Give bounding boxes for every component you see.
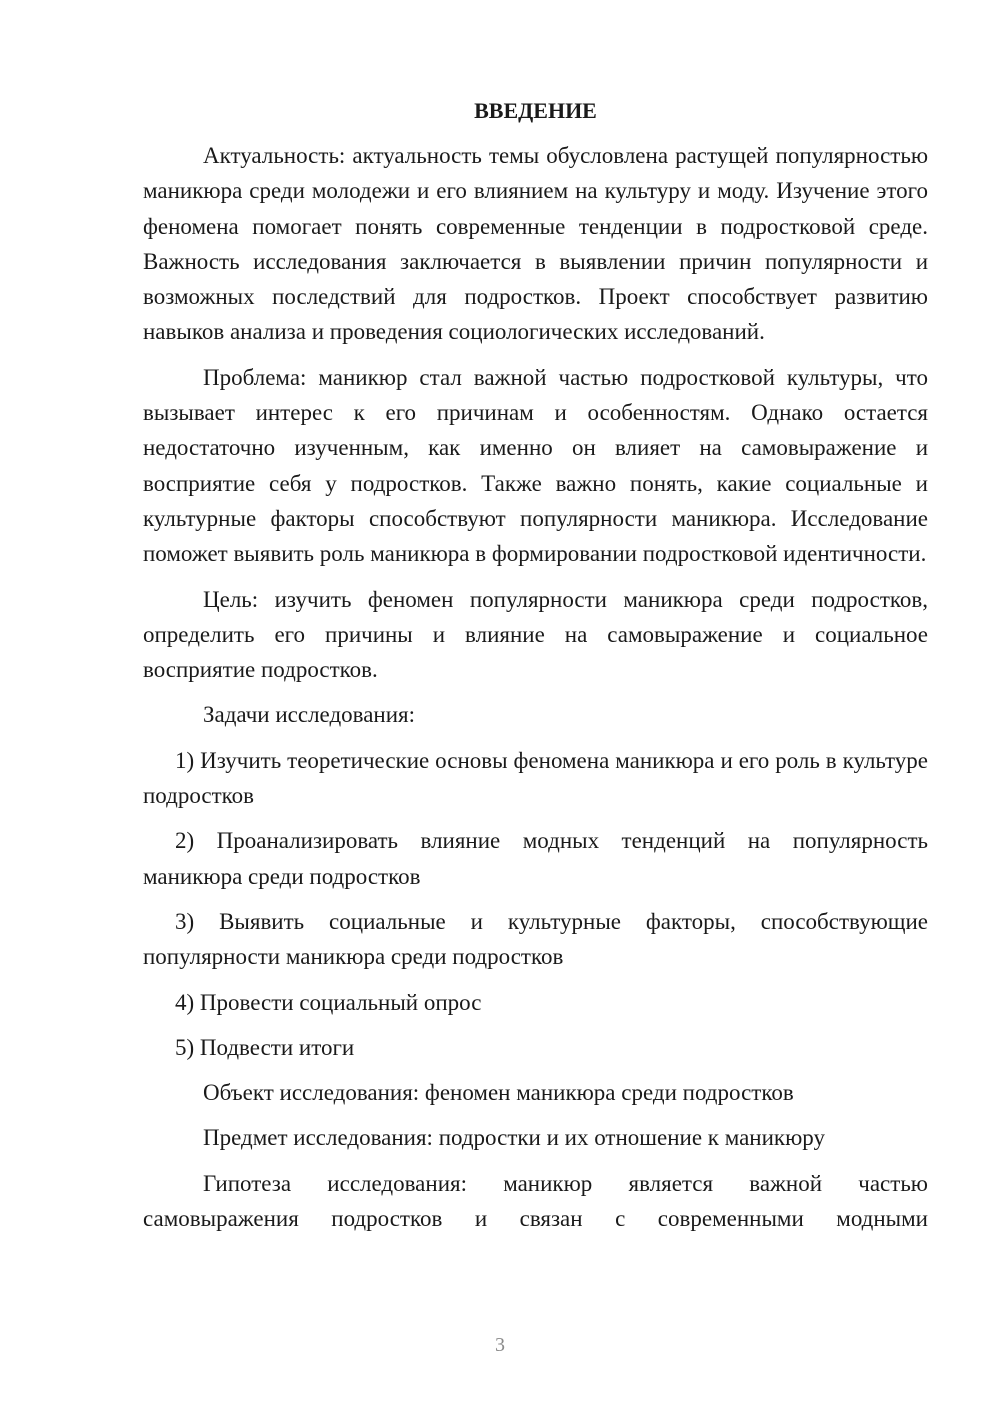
relevance-paragraph: Актуальность: актуальность темы обусловлена растущей популярностью маникюра среди молодежи и его влиянием на культуру и моду. Изучение этого феномена помогает понять современные тенденции в подростковой среде. Важность исследования заключается в выявлении причин популярности и возможных последствий для подростков. Проект способствует развитию навыков анализа и проведения социологических исследований. [143,143,928,345]
tasks-heading: Задачи исследования: [203,702,416,728]
task-item-1: 1) Изучить теоретические основы феномена маникюра и его роль в культуре подростков [143,747,928,809]
task-item-3: 3) Выявить социальные и культурные факторы, способствующие популярности маникюра среди подростков [143,908,928,970]
object-paragraph: Объект исследования: феномен маникюра среди подростков [203,1080,794,1106]
hypothesis-paragraph: Гипотеза исследования: маникюр является важной частью самовыражения подростков и связан с современными модными [143,1170,928,1232]
page-title: ВВЕДЕНИЕ [474,98,597,123]
task-item-2: 2) Проанализировать влияние модных тенденций на популярность маникюра среди подростков [143,828,928,889]
problem-paragraph: Проблема: маникюр стал важной частью подростковой культуры, что вызывает интерес к его причинам и особенностям. Однако остается недостаточно изученным, как именно он влияет на самовыражение и восприятие себя у подростков. Также важно понять, какие социальные и культурные факторы способствуют популярности маникюра. Исследование поможет выявить роль маникюра в формировании подростковой идентичности. [143,364,928,567]
task-item-5: 5) Подвести итоги [175,1034,355,1060]
task-item-4: 4) Провести социальный опрос [175,989,482,1015]
document-page [143,95,928,1236]
goal-paragraph: Цель: изучить феномен популярности маникюра среди подростков, определить его причины и влияние на самовыражение и социальное восприятие подростков. [143,586,928,683]
subject-paragraph: Предмет исследования: подростки и их отношение к маникюру [203,1125,825,1151]
page-number: 3 [495,1334,505,1356]
